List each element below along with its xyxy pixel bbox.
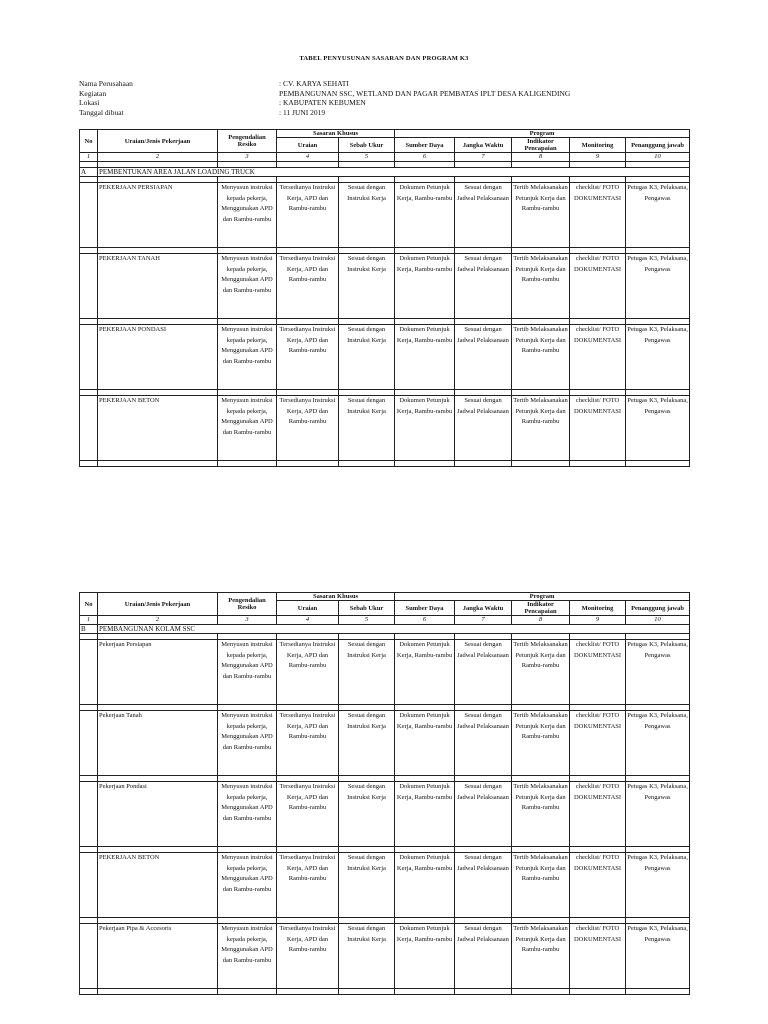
task-name: Pekerjaan Pondasi <box>98 782 218 847</box>
cell-pengendalian: Menyusun instruksi kepada pekerja, Menggunakan APD dan Rambu-rambu <box>218 640 277 705</box>
cell-indikator: Tertib Melaksanakan Petunjuk Kerja dan Rambu-rambu <box>512 924 570 989</box>
cell-penanggung: Petugas K3, Pelaksana, Pengawas <box>626 853 690 918</box>
header-uraian-jenis: Uraian/Jenis Pekerjaan <box>98 593 218 616</box>
cell-jangka: Sesuai dengan Jadwal Pelaksanaan <box>455 640 512 705</box>
header-uraian: Uraian <box>277 138 339 153</box>
cell-sebab: Sesuai dengan Instruksi Kerja <box>339 396 395 461</box>
cell-pengendalian: Menyusun instruksi kepada pekerja, Menggunakan APD dan Rambu-rambu <box>218 183 277 248</box>
col-number: 4 <box>277 616 339 625</box>
header-uraian: Uraian <box>277 601 339 616</box>
cell-indikator: Tertib Melaksanakan Petunjuk Kerja dan Rambu-rambu <box>512 711 570 776</box>
cell-sebab: Sesuai dengan Instruksi Kerja <box>339 924 395 989</box>
task-no-cell <box>80 640 98 705</box>
task-row <box>80 782 690 847</box>
header-penanggung: Penanggung jawab <box>626 138 690 153</box>
section-row <box>80 168 690 177</box>
cell-sumber: Dokumen Petunjuk Kerja, Rambu-rambu <box>395 396 455 461</box>
cell-penanggung: Petugas K3, Pelaksana, Pengawas <box>626 711 690 776</box>
task-no-cell <box>80 325 98 390</box>
meta-label: Nama Perusahaan <box>79 79 133 88</box>
task-row <box>80 640 690 705</box>
task-name: PEKERJAAN PONDASI <box>98 325 218 390</box>
cell-jangka: Sesuai dengan Jadwal Pelaksanaan <box>455 183 512 248</box>
cell-jangka: Sesuai dengan Jadwal Pelaksanaan <box>455 325 512 390</box>
cell-monitoring: checklist/ FOTO DOKUMENTASI <box>570 711 626 776</box>
header-indikator: Indikator Pencapaian <box>512 601 570 616</box>
meta-value: : KABUPATEN KEBUMEN <box>279 98 366 107</box>
cell-uraian: Tersedianya Instruksi Kerja, APD dan Rambu-rambu <box>277 325 339 390</box>
task-row <box>80 183 690 248</box>
meta-label: Kegiatan <box>79 88 107 98</box>
cell-indikator: Tertib Melaksanakan Petunjuk Kerja dan Rambu-rambu <box>512 325 570 390</box>
section-row <box>80 625 690 634</box>
task-no-cell <box>80 924 98 989</box>
cell-pengendalian: Menyusun instruksi kepada pekerja, Menggunakan APD dan Rambu-rambu <box>218 782 277 847</box>
cell-jangka: Sesuai dengan Jadwal Pelaksanaan <box>455 782 512 847</box>
col-number: 5 <box>339 153 395 162</box>
cell-pengendalian: Menyusun instruksi kepada pekerja, Menggunakan APD dan Rambu-rambu <box>218 924 277 989</box>
k3-table-b <box>79 592 690 995</box>
page-title: TABEL PENYUSUNAN SASARAN DAN PROGRAM K3 <box>299 55 469 62</box>
meta-row-date <box>79 108 570 118</box>
meta-block <box>79 79 570 117</box>
cell-sumber: Dokumen Petunjuk Kerja, Rambu-rambu <box>395 853 455 918</box>
col-number: 6 <box>395 153 455 162</box>
cell-sumber: Dokumen Petunjuk Kerja, Rambu-rambu <box>395 325 455 390</box>
cell-monitoring: checklist/ FOTO DOKUMENTASI <box>570 254 626 319</box>
task-no-cell <box>80 396 98 461</box>
task-name: PEKERJAAN BETON <box>98 853 218 918</box>
cell-indikator: Tertib Melaksanakan Petunjuk Kerja dan Rambu-rambu <box>512 254 570 319</box>
cell-sebab: Sesuai dengan Instruksi Kerja <box>339 782 395 847</box>
header-pengendalian: Pengendalian Resiko <box>218 593 277 616</box>
cell-jangka: Sesuai dengan Jadwal Pelaksanaan <box>455 711 512 776</box>
cell-indikator: Tertib Melaksanakan Petunjuk Kerja dan Rambu-rambu <box>512 396 570 461</box>
col-number: 8 <box>512 153 570 162</box>
col-number: 9 <box>570 616 626 625</box>
cell-indikator: Tertib Melaksanakan Petunjuk Kerja dan Rambu-rambu <box>512 183 570 248</box>
header-no: No <box>80 130 98 153</box>
cell-pengendalian: Menyusun instruksi kepada pekerja, Menggunakan APD dan Rambu-rambu <box>218 325 277 390</box>
meta-label: Tanggal dibuat <box>79 107 124 117</box>
task-no-cell <box>80 183 98 248</box>
task-row <box>80 325 690 390</box>
column-number-row <box>80 153 690 162</box>
col-number: 4 <box>277 153 339 162</box>
meta-row-location <box>79 98 570 108</box>
cell-monitoring: checklist/ FOTO DOKUMENTASI <box>570 396 626 461</box>
cell-pengendalian: Menyusun instruksi kepada pekerja, Menggunakan APD dan Rambu-rambu <box>218 254 277 319</box>
cell-sebab: Sesuai dengan Instruksi Kerja <box>339 325 395 390</box>
col-number: 5 <box>339 616 395 625</box>
col-number: 8 <box>512 616 570 625</box>
cell-monitoring: checklist/ FOTO DOKUMENTASI <box>570 853 626 918</box>
cell-penanggung: Petugas K3, Pelaksana, Pengawas <box>626 396 690 461</box>
cell-indikator: Tertib Melaksanakan Petunjuk Kerja dan Rambu-rambu <box>512 853 570 918</box>
header-jangka: Jangka Waktu <box>455 138 512 153</box>
header-no: No <box>80 593 98 616</box>
cell-indikator: Tertib Melaksanakan Petunjuk Kerja dan Rambu-rambu <box>512 782 570 847</box>
section-title: PEMBENTUKAN AREA JALAN LOADING TRUCK <box>98 168 690 177</box>
cell-penanggung: Petugas K3, Pelaksana, Pengawas <box>626 325 690 390</box>
header-sasaran: Sasaran Khusus <box>277 130 395 138</box>
task-name: Pekerjaan Tanah <box>98 711 218 776</box>
cell-uraian: Tersedianya Instruksi Kerja, APD dan Rambu-rambu <box>277 183 339 248</box>
cell-uraian: Tersedianya Instruksi Kerja, APD dan Rambu-rambu <box>277 711 339 776</box>
cell-sebab: Sesuai dengan Instruksi Kerja <box>339 711 395 776</box>
meta-label: Lokasi <box>79 98 100 107</box>
task-name: Pekerjaan Persiapan <box>98 640 218 705</box>
task-row <box>80 711 690 776</box>
meta-row-company <box>79 79 570 89</box>
header-pengendalian: Pengendalian Resiko <box>218 130 277 153</box>
header-sebab: Sebab Ukur <box>339 138 395 153</box>
task-row <box>80 924 690 989</box>
cell-monitoring: checklist/ FOTO DOKUMENTASI <box>570 325 626 390</box>
col-number: 6 <box>395 616 455 625</box>
section-letter: B <box>80 625 98 634</box>
cell-uraian: Tersedianya Instruksi Kerja, APD dan Rambu-rambu <box>277 396 339 461</box>
header-sasaran: Sasaran Khusus <box>277 593 395 601</box>
cell-sumber: Dokumen Petunjuk Kerja, Rambu-rambu <box>395 640 455 705</box>
col-number: 10 <box>626 616 690 625</box>
col-number: 7 <box>455 153 512 162</box>
task-name: PEKERJAAN TANAH <box>98 254 218 319</box>
cell-indikator: Tertib Melaksanakan Petunjuk Kerja dan Rambu-rambu <box>512 640 570 705</box>
cell-sumber: Dokumen Petunjuk Kerja, Rambu-rambu <box>395 711 455 776</box>
header-jangka: Jangka Waktu <box>455 601 512 616</box>
header-penanggung: Penanggung jawab <box>626 601 690 616</box>
header-sebab: Sebab Ukur <box>339 601 395 616</box>
cell-sebab: Sesuai dengan Instruksi Kerja <box>339 183 395 248</box>
col-number: 9 <box>570 153 626 162</box>
section-title: PEMBANGUNAN KOLAM SSC <box>98 625 690 634</box>
header-monitoring: Monitoring <box>570 138 626 153</box>
cell-penanggung: Petugas K3, Pelaksana, Pengawas <box>626 640 690 705</box>
col-number: 2 <box>98 153 218 162</box>
task-name: PEKERJAAN PERSIAPAN <box>98 183 218 248</box>
cell-sumber: Dokumen Petunjuk Kerja, Rambu-rambu <box>395 183 455 248</box>
cell-uraian: Tersedianya Instruksi Kerja, APD dan Rambu-rambu <box>277 924 339 989</box>
meta-value: : CV. KARYA SEHATI <box>279 79 349 88</box>
cell-uraian: Tersedianya Instruksi Kerja, APD dan Rambu-rambu <box>277 782 339 847</box>
cell-penanggung: Petugas K3, Pelaksana, Pengawas <box>626 924 690 989</box>
task-row <box>80 254 690 319</box>
header-sumber: Sumber Daya <box>395 601 455 616</box>
cell-sumber: Dokumen Petunjuk Kerja, Rambu-rambu <box>395 254 455 319</box>
cell-monitoring: checklist/ FOTO DOKUMENTASI <box>570 640 626 705</box>
task-name: PEKERJAAN BETON <box>98 396 218 461</box>
cell-monitoring: checklist/ FOTO DOKUMENTASI <box>570 782 626 847</box>
cell-sebab: Sesuai dengan Instruksi Kerja <box>339 254 395 319</box>
cell-pengendalian: Menyusun instruksi kepada pekerja, Menggunakan APD dan Rambu-rambu <box>218 711 277 776</box>
cell-penanggung: Petugas K3, Pelaksana, Pengawas <box>626 254 690 319</box>
meta-row-activity <box>79 89 570 99</box>
cell-jangka: Sesuai dengan Jadwal Pelaksanaan <box>455 853 512 918</box>
task-no-cell <box>80 254 98 319</box>
col-number: 2 <box>98 616 218 625</box>
task-no-cell <box>80 782 98 847</box>
meta-value: : 11 JUNI 2019 <box>279 107 326 117</box>
meta-value: PEMBANGUNAN SSC, WETLAND DAN PAGAR PEMBATAS IPLT DESA KALIGENDING <box>279 88 571 98</box>
header-indikator: Indikator Pencapaian <box>512 138 570 153</box>
col-number: 3 <box>218 153 277 162</box>
header-sumber: Sumber Daya <box>395 138 455 153</box>
cell-uraian: Tersedianya Instruksi Kerja, APD dan Rambu-rambu <box>277 254 339 319</box>
cell-jangka: Sesuai dengan Jadwal Pelaksanaan <box>455 396 512 461</box>
cell-penanggung: Petugas K3, Pelaksana, Pengawas <box>626 183 690 248</box>
header-program: Program <box>395 593 690 601</box>
column-number-row <box>80 616 690 625</box>
col-number: 3 <box>218 616 277 625</box>
task-name: Pekerjaan Pipa & Accesoris <box>98 924 218 989</box>
task-row <box>80 853 690 918</box>
cell-sebab: Sesuai dengan Instruksi Kerja <box>339 853 395 918</box>
col-number: 1 <box>80 153 98 162</box>
k3-table-a <box>79 129 690 467</box>
col-number: 1 <box>80 616 98 625</box>
cell-monitoring: checklist/ FOTO DOKUMENTASI <box>570 183 626 248</box>
header-program: Program <box>395 130 690 138</box>
cell-uraian: Tersedianya Instruksi Kerja, APD dan Rambu-rambu <box>277 853 339 918</box>
task-row <box>80 396 690 461</box>
section-letter: A <box>80 168 98 177</box>
cell-sebab: Sesuai dengan Instruksi Kerja <box>339 640 395 705</box>
header-uraian-jenis: Uraian/Jenis Pekerjaan <box>98 130 218 153</box>
cell-uraian: Tersedianya Instruksi Kerja, APD dan Rambu-rambu <box>277 640 339 705</box>
cell-jangka: Sesuai dengan Jadwal Pelaksanaan <box>455 924 512 989</box>
header-monitoring: Monitoring <box>570 601 626 616</box>
cell-jangka: Sesuai dengan Jadwal Pelaksanaan <box>455 254 512 319</box>
cell-sumber: Dokumen Petunjuk Kerja, Rambu-rambu <box>395 924 455 989</box>
cell-monitoring: checklist/ FOTO DOKUMENTASI <box>570 924 626 989</box>
task-no-cell <box>80 853 98 918</box>
cell-sumber: Dokumen Petunjuk Kerja, Rambu-rambu <box>395 782 455 847</box>
cell-pengendalian: Menyusun instruksi kepada pekerja, Menggunakan APD dan Rambu-rambu <box>218 853 277 918</box>
col-number: 7 <box>455 616 512 625</box>
task-no-cell <box>80 711 98 776</box>
cell-pengendalian: Menyusun instruksi kepada pekerja, Menggunakan APD dan Rambu-rambu <box>218 396 277 461</box>
col-number: 10 <box>626 153 690 162</box>
cell-penanggung: Petugas K3, Pelaksana, Pengawas <box>626 782 690 847</box>
